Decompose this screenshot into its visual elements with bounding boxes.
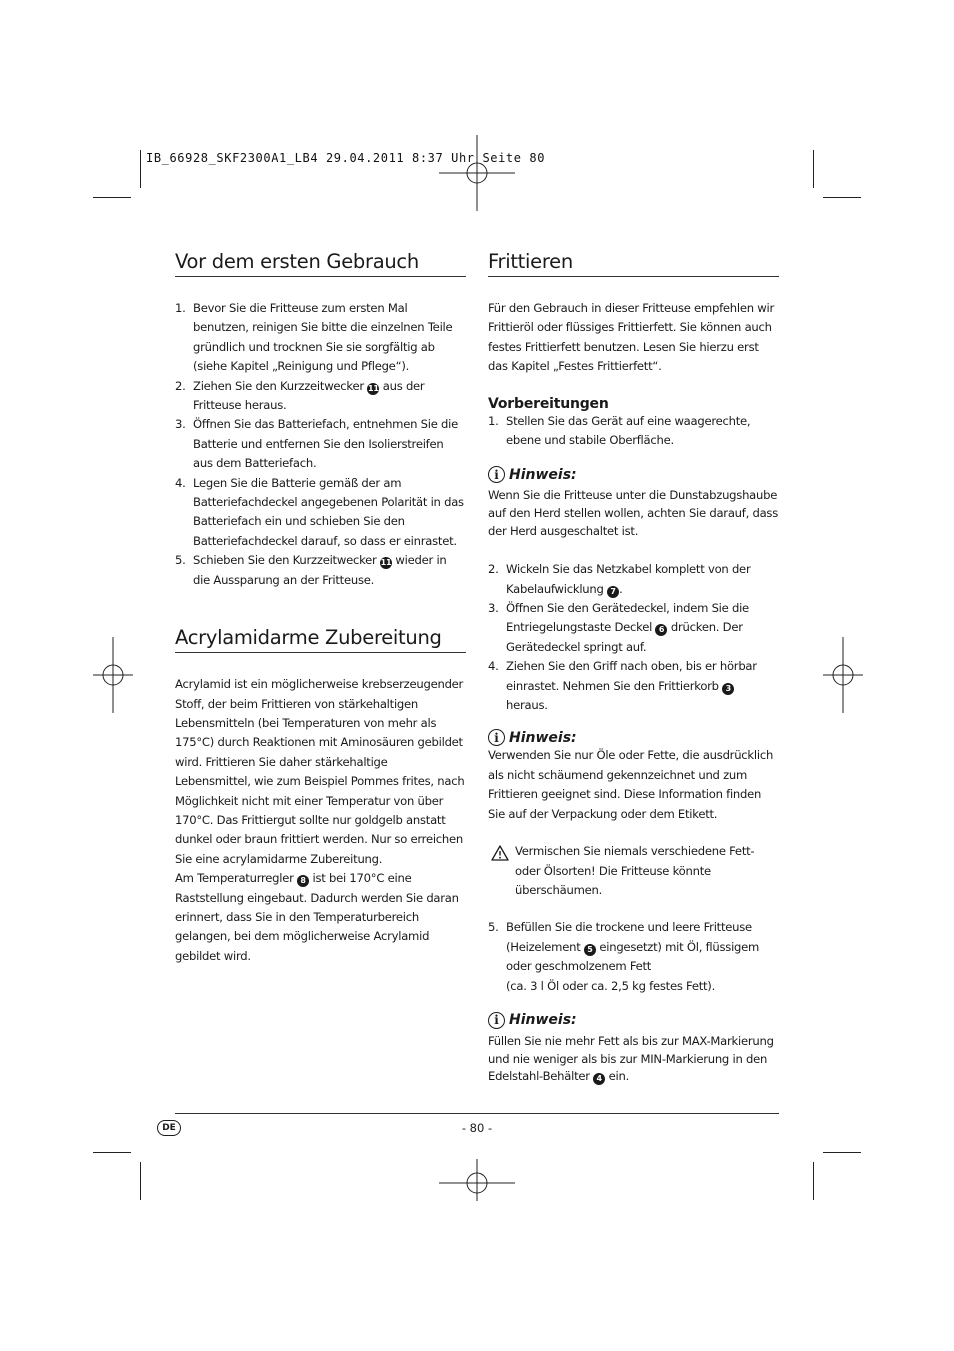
list-item: 2. Wickeln Sie das Netzkabel komplett von der Kabelaufwicklung 7 . — [488, 562, 751, 596]
language-badge: DE — [157, 1120, 181, 1136]
page-number: - 80 - — [461, 1121, 493, 1135]
part-number-marker: 6 — [655, 624, 667, 636]
section-title-first-use: Vor dem ersten Gebrauch — [175, 250, 466, 277]
section-title-acrylamide: Acrylamidarme Zubereitung — [175, 626, 466, 653]
preparation-step-1 — [488, 412, 779, 451]
warning-block: Vermischen Sie niemals verschiedene Fett- oder Ölsorten! Die Fritteuse könnte überschäumen. — [488, 842, 779, 900]
info-icon: i — [488, 466, 505, 483]
part-number-marker: 5 — [584, 944, 596, 956]
first-use-steps — [175, 299, 466, 590]
list-item: 3. Öffnen Sie den Gerätedeckel, indem Sie die Entriegelungstaste Deckel 6 drücken. Der Gerätedeckel springt auf. — [488, 601, 749, 654]
note-heading: i Hinweis: — [488, 729, 779, 746]
part-number-marker: 7 — [607, 586, 619, 598]
list-item: 1. Bevor Sie die Fritteuse zum ersten Mal benutzen, reinigen Sie bitte die einzelnen Teile gründlich und trocknen Sie sie sorgfältig ab (siehe Kapitel „Reinigung und Pflege“). — [175, 301, 453, 374]
registration-mark-top — [439, 135, 515, 211]
print-slug: IB_66928_SKF2300A1_LB4 29.04.2011 8:37 Uhr Seite 80 — [146, 151, 546, 165]
acrylamide-paragraph: Acrylamid ist ein möglicherweise krebserzeugender Stoff, der beim Frittieren von stärkehaltigen Lebensmitteln (bei Temperaturen von mehr als 175°C) durch Reaktionen mit Aminosäuren gebildet wird. Frittieren Sie daher stärkehaltige Lebensmittel, wie zum Beispiel Pommes frites, nach Möglichkeit nicht mit einer Temperatur von über 170°C. Das Frittiergut sollte nur goldgelb anstatt dunkel oder braun frittiert werden. Nur so erreichen Sie eine acrylamidarme Zubereitung. Am Temperaturregler 8 ist bei 170°C eine Raststellung eingebaut. Dadurch werden Sie daran erinnert, dass Sie in den Temperaturbereich gelangen, bei dem möglicherweise Acrylamid gebildet wird. — [175, 677, 465, 963]
part-number-marker: 3 — [722, 683, 734, 695]
info-icon: i — [488, 1012, 505, 1029]
part-number-marker: 11 — [380, 558, 392, 568]
list-item: 5. Schieben Sie den Kurzzeitwecker 11 wieder in die Aussparung an der Fritteuse. — [175, 553, 447, 587]
part-number-marker: 8 — [297, 875, 309, 887]
part-number-marker: 11 — [368, 383, 379, 393]
section-title-frying: Frittieren — [488, 250, 779, 277]
note-heading: i Hinweis: — [488, 466, 779, 483]
footer-divider — [175, 1113, 779, 1114]
note-text-2: Verwenden Sie nur Öle oder Fette, die ausdrücklich als nicht schäumend gekennzeichnet und zum Frittieren geeignet sind. Diese Information finden Sie auf der Verpackung oder dem Etikett. — [488, 748, 774, 821]
subheading-preparations: Vorbereitungen — [488, 395, 609, 412]
registration-mark-bottom — [439, 1145, 515, 1201]
note-heading: i Hinweis: — [488, 1012, 779, 1029]
left-column — [175, 250, 466, 966]
registration-mark-right — [823, 637, 863, 713]
preparation-step-5 — [488, 918, 779, 996]
list-item: 4. Ziehen Sie den Griff nach oben, bis er hörbar einrastet. Nehmen Sie den Frittierkorb 3 heraus. — [488, 659, 757, 713]
part-number-marker: 4 — [593, 1073, 605, 1085]
list-item: 4. Legen Sie die Batterie gemäß der am Batteriefachdeckel angegebenen Polarität in das Batteriefach ein und schieben Sie den Batteriefachdeckel darauf, so dass er einrastet. — [175, 475, 464, 548]
frying-intro: Für den Gebrauch in dieser Fritteuse empfehlen wir Frittieröl oder flüssiges Frittierfett. Sie können auch festes Frittierfett benutzen. Lesen Sie hierzu erst das Kapitel „Festes Frittierfett“. — [488, 301, 775, 374]
note-text-3: Füllen Sie nie mehr Fett als bis zur MAX-Markierung und nie weniger als bis zur MIN-Markierung in den Edelstahl-Behälter 4 ein. — [488, 1033, 774, 1084]
list-item: 2. Ziehen Sie den Kurzzeitwecker 11 aus der Fritteuse heraus. — [175, 378, 425, 413]
registration-mark-left — [93, 637, 133, 713]
note-text-1: Wenn Sie die Fritteuse unter die Dunstabzugshaube auf den Herd stellen wollen, achten Sie darauf, dass der Herd ausgeschaltet ist. — [488, 488, 779, 538]
info-icon: i — [488, 729, 505, 746]
right-column — [488, 250, 779, 1086]
list-item: 3. Öffnen Sie das Batteriefach, entnehmen Sie die Batterie und entfernen Sie den Isolierstreifen aus dem Batteriefach. — [175, 417, 459, 471]
warning-triangle-icon — [491, 845, 509, 861]
preparation-steps-2-4 — [488, 560, 779, 715]
list-item: 5. Befüllen Sie die trockene und leere Fritteuse (Heizelement 5 eingesetzt) mit Öl, flüssigem oder geschmolzenem Fett (ca. 3 l Öl oder ca. 2,5 kg festes Fett). — [488, 920, 760, 993]
list-item: 1. Stellen Sie das Gerät auf eine waagerechte, ebene und stabile Oberfläche. — [488, 413, 751, 448]
